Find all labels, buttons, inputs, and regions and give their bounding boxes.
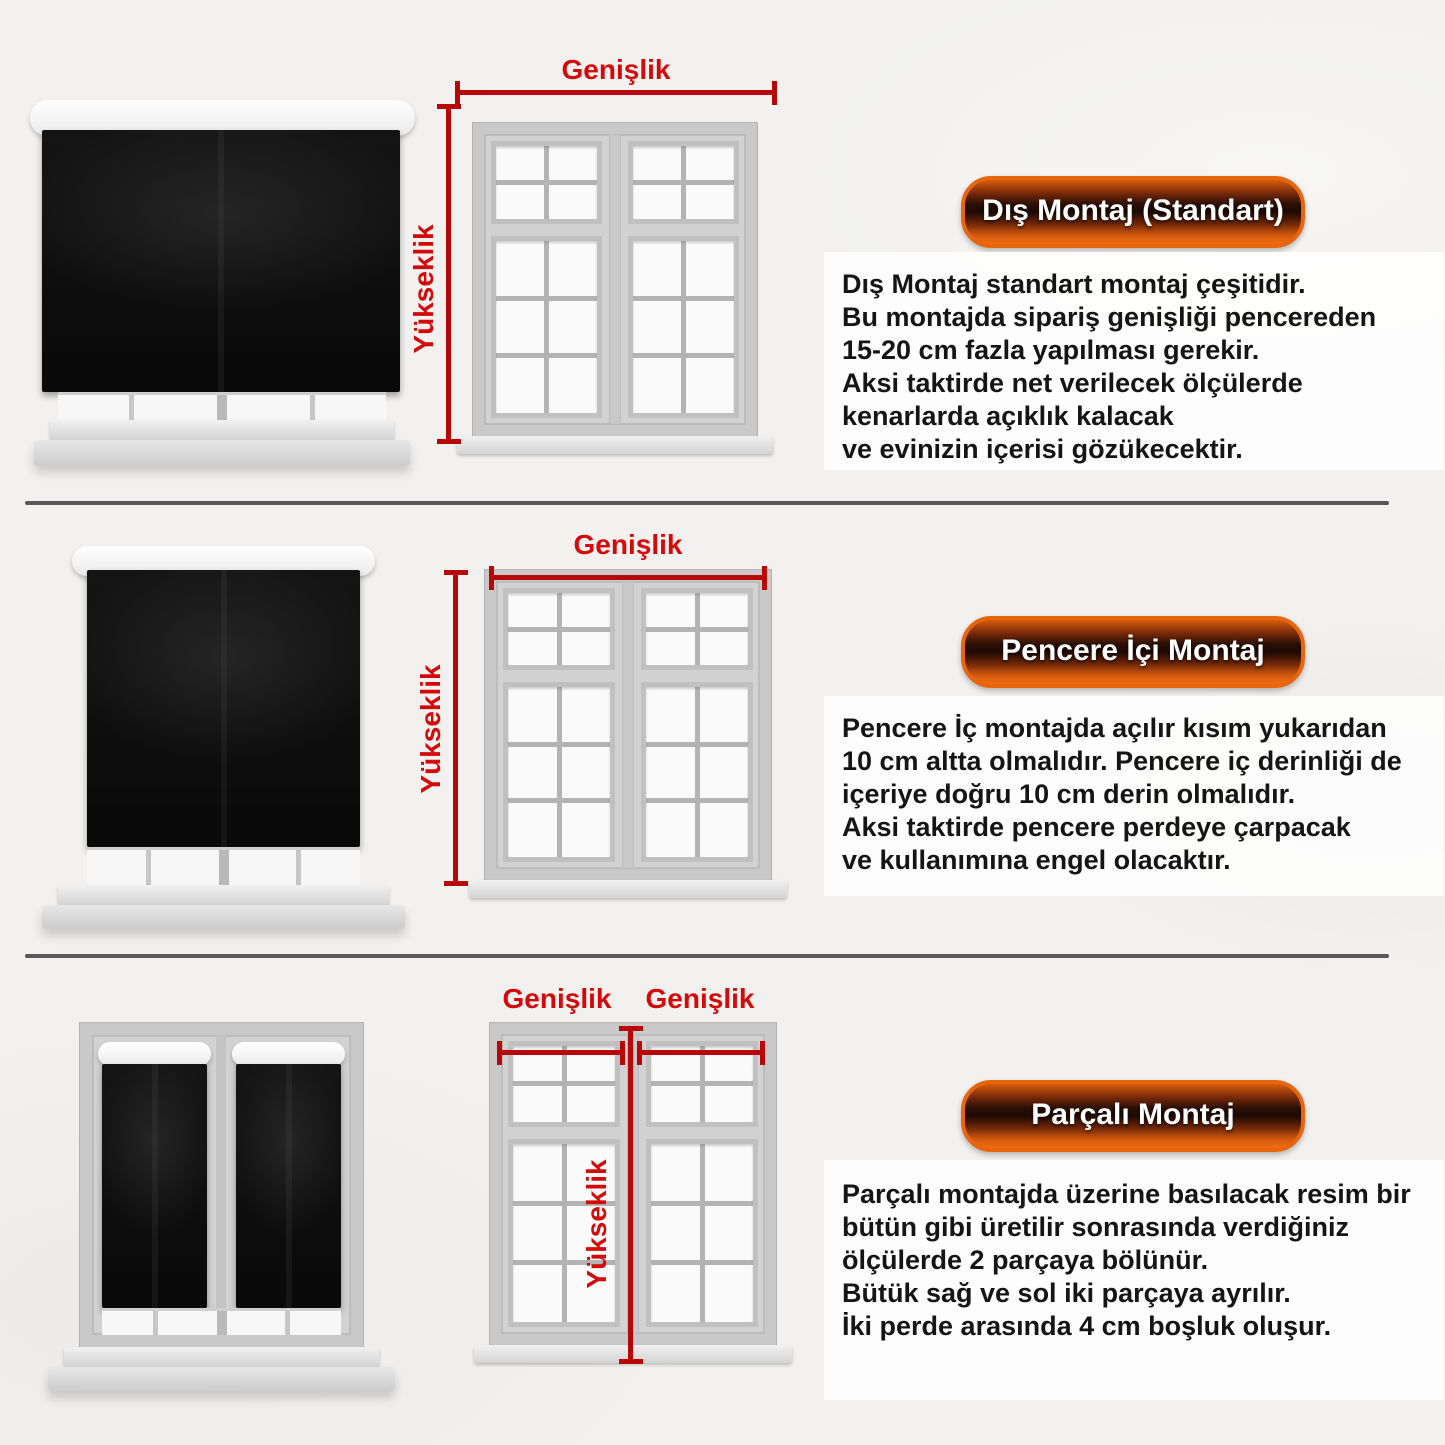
height-dimension-line — [446, 104, 451, 444]
height-dimension-line — [628, 1026, 633, 1364]
width-dimension-line-left — [497, 1050, 625, 1055]
description-line: 10 cm altta olmalıdır. Pencere iç derinliği de — [842, 746, 1402, 776]
description-line: kenarlarda açıklık kalacak — [842, 401, 1174, 431]
window-diagram — [485, 570, 771, 880]
window-pane-upper — [503, 588, 615, 670]
window-pane-upper — [628, 141, 739, 224]
section-divider — [25, 501, 1389, 505]
window-pane-lower — [646, 1139, 758, 1327]
blind-cloth — [87, 570, 360, 847]
window-pane-lower — [491, 236, 602, 418]
window-pane-lower — [628, 236, 739, 418]
blind-header-rail — [98, 1042, 211, 1066]
window-sill — [50, 420, 394, 440]
window-pane-strip — [58, 392, 386, 420]
blind-header-rail — [232, 1042, 345, 1066]
description-line: Parçalı montajda üzerine basılacak resim bir — [842, 1179, 1411, 1209]
mount-type-badge: Dış Montaj (Standart) — [961, 176, 1305, 248]
window-sash — [639, 1034, 765, 1334]
section-divider — [25, 954, 1389, 958]
height-dimension-line — [453, 570, 458, 886]
description-line: ve evinizin içerisi gözükecektir. — [842, 434, 1243, 464]
description-line: İki perde arasında 4 cm boşluk oluşur. — [842, 1311, 1332, 1341]
window-sash — [634, 581, 760, 869]
window-sash — [496, 581, 622, 869]
height-label: Yükseklik — [408, 224, 439, 354]
window-pane-lower — [641, 682, 753, 862]
width-label-right: Genişlik — [645, 983, 755, 1014]
description-line: Pencere İç montajda açılır kısım yukarıdan — [842, 713, 1387, 743]
window-sill — [64, 1347, 379, 1367]
width-dimension-line — [455, 90, 777, 95]
height-label: Yükseklik — [581, 1159, 612, 1289]
description-text — [842, 712, 1402, 877]
description-line: Aksi taktirde net verilecek ölçülerde — [842, 368, 1303, 398]
window-sill — [469, 880, 787, 898]
description-line: ölçülerde 2 parçaya bölünür. — [842, 1245, 1209, 1275]
mount-type-badge: Parçalı Montaj — [961, 1080, 1305, 1152]
window-center-mullion — [216, 1035, 226, 1335]
width-label: Genişlik — [561, 54, 671, 85]
mount-type-badge: Pencere İçi Montaj — [961, 616, 1305, 688]
description-line: Bütük sağ ve sol iki parçaya ayrılır. — [842, 1278, 1291, 1308]
description-line: bütün gibi üretilir sonrasında verdiğiniz — [842, 1212, 1350, 1242]
window-sill — [58, 885, 389, 905]
window-pane-upper — [641, 588, 753, 670]
window-sill-base — [48, 1367, 395, 1391]
window-sash — [621, 134, 746, 425]
description-line: içeriye doğru 10 cm derin olmalıdır. — [842, 779, 1296, 809]
height-label: Yükseklik — [415, 664, 446, 794]
window-sill-base — [34, 440, 410, 466]
width-dimension-line — [489, 575, 767, 580]
description-line: ve kullanımına engel olacaktır. — [842, 845, 1231, 875]
window-diagram — [473, 123, 757, 436]
window-sill — [457, 436, 773, 454]
blind-cloth — [102, 1064, 207, 1308]
width-label-left: Genişlik — [502, 983, 612, 1014]
blind-cloth — [236, 1064, 341, 1308]
description-text — [842, 268, 1376, 466]
window-diagram — [490, 1023, 776, 1345]
window-pane-upper — [491, 141, 602, 224]
window-pane-strip — [87, 847, 360, 885]
window-pane-strip — [102, 1308, 341, 1335]
width-dimension-line-right — [637, 1050, 765, 1055]
description-line: Aksi taktirde pencere perdeye çarpacak — [842, 812, 1351, 842]
window-pane-lower — [503, 682, 615, 862]
description-line: 15-20 cm fazla yapılması gerekir. — [842, 335, 1260, 365]
window-sash — [484, 134, 609, 425]
description-text — [842, 1178, 1411, 1343]
description-line: Dış Montaj standart montaj çeşitidir. — [842, 269, 1306, 299]
double-blind-illustration — [80, 1023, 363, 1347]
description-line: Bu montajda sipariş genişliği pencereden — [842, 302, 1377, 332]
blind-cloth — [42, 130, 400, 392]
window-sill-base — [42, 905, 405, 929]
width-label: Genişlik — [573, 529, 683, 560]
